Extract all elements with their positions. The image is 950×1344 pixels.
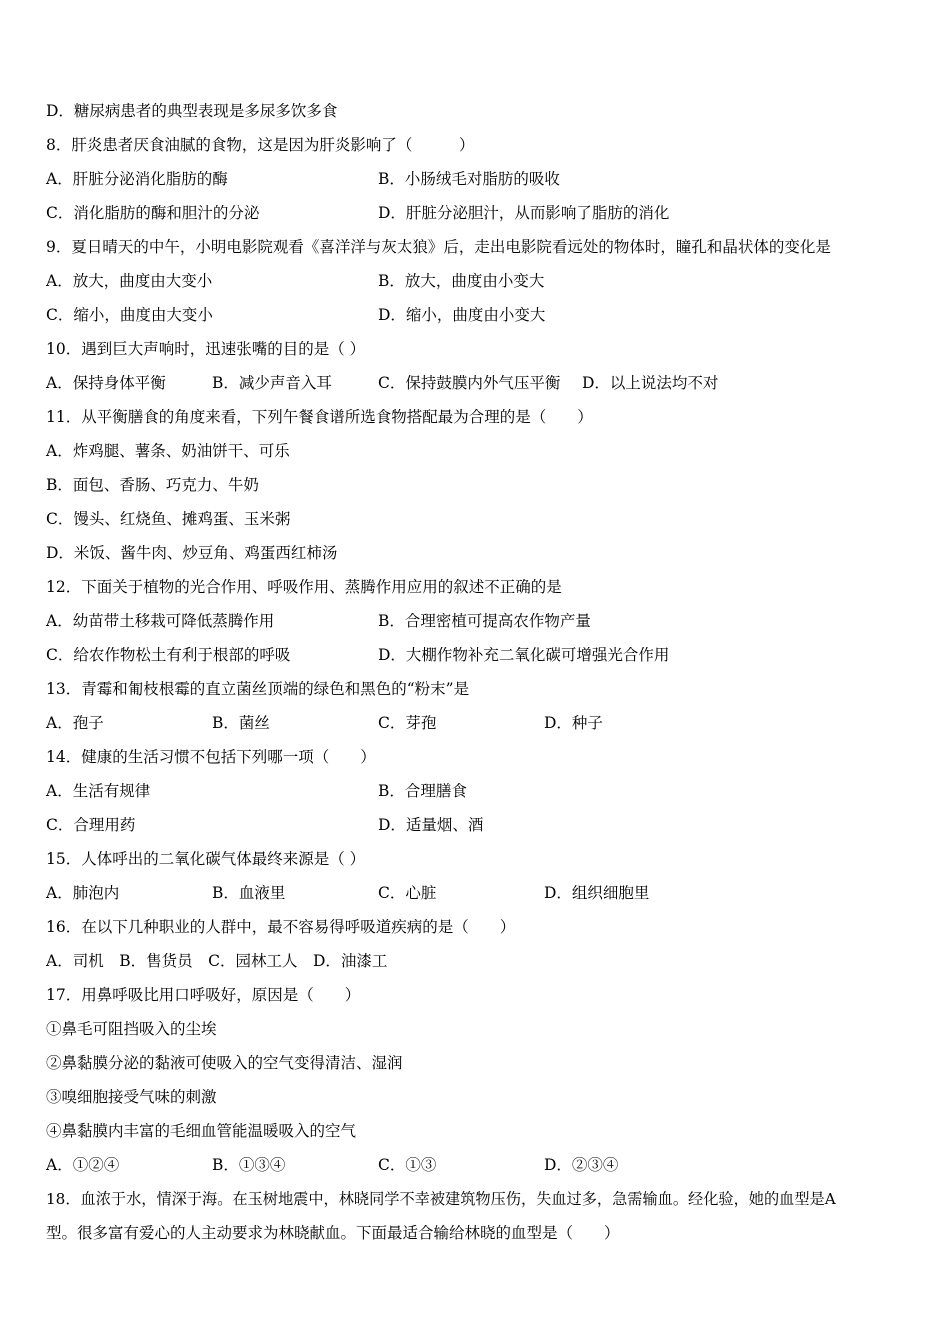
q8-option-c: C．消化脂肪的酶和胆汁的分泌: [46, 204, 260, 222]
q13-option-c: C．芽孢: [378, 714, 437, 732]
q15-option-d: D．组织细胞里: [544, 884, 650, 902]
question-18-line-1: 18．血浓于水，情深于海。在玉树地震中，林晓同学不幸被建筑物压伤，失血过多，急需输血。经化验，她的血型是A: [46, 1190, 836, 1208]
q11-option-c: C．馒头、红烧鱼、摊鸡蛋、玉米粥: [46, 510, 291, 528]
q13-option-b: B．菌丝: [212, 714, 270, 732]
q15-option-a: A．肺泡内: [46, 884, 120, 902]
question-18-line-2: 型。很多富有爱心的人主动要求为林晓献血。下面最适合输给林晓的血型是（ ）: [46, 1224, 620, 1242]
question-17: 17．用鼻呼吸比用口呼吸好，原因是（ ）: [46, 986, 361, 1004]
q12-option-b: B．合理密植可提高农作物产量: [378, 612, 591, 630]
question-8: 8．肝炎患者厌食油腻的食物，这是因为肝炎影响了（ ）: [46, 136, 475, 154]
question-16: 16．在以下几种职业的人群中，最不容易得呼吸道疾病的是（ ）: [46, 918, 516, 936]
question-11: 11．从平衡膳食的角度来看，下列午餐食谱所选食物搭配最为合理的是（ ）: [46, 408, 593, 426]
q12-option-a: A．幼苗带土移栽可降低蒸腾作用: [46, 612, 275, 630]
q16-options: A．司机 B．售货员 C．园林工人 D．油漆工: [46, 952, 388, 970]
q11-option-b: B．面包、香肠、巧克力、牛奶: [46, 476, 259, 494]
q15-option-c: C．心脏: [378, 884, 437, 902]
q17-option-a: A．①②④: [46, 1156, 120, 1174]
question-14: 14．健康的生活习惯不包括下列哪一项（ ）: [46, 748, 376, 766]
question-12: 12．下面关于植物的光合作用、呼吸作用、蒸腾作用应用的叙述不正确的是: [46, 578, 562, 596]
q15-option-b: B．血液里: [212, 884, 286, 902]
q10-option-c: C．保持鼓膜内外气压平衡: [378, 374, 561, 392]
q14-option-a: A．生活有规律: [46, 782, 151, 800]
q17-statement-1: ①鼻毛可阻挡吸入的尘埃: [46, 1020, 217, 1038]
q9-option-b: B．放大，曲度由小变大: [378, 272, 545, 290]
q7-option-d: D．糖尿病患者的典型表现是多尿多饮多食: [46, 102, 338, 120]
q9-option-a: A．放大，曲度由大变小: [46, 272, 213, 290]
q11-option-d: D．米饭、酱牛肉、炒豆角、鸡蛋西红柿汤: [46, 544, 338, 562]
q17-statement-2: ②鼻黏膜分泌的黏液可使吸入的空气变得清洁、湿润: [46, 1054, 403, 1072]
q17-option-d: D．②③④: [544, 1156, 619, 1174]
q13-option-a: A．孢子: [46, 714, 104, 732]
q13-option-d: D．种子: [544, 714, 603, 732]
q9-option-c: C．缩小，曲度由大变小: [46, 306, 213, 324]
q11-option-a: A．炸鸡腿、薯条、奶油饼干、可乐: [46, 442, 290, 460]
question-15: 15．人体呼出的二氧化碳气体最终来源是（ ）: [46, 850, 366, 868]
q8-option-d: D．肝脏分泌胆汁，从而影响了脂肪的消化: [378, 204, 670, 222]
q17-statement-4: ④鼻黏膜内丰富的毛细血管能温暖吸入的空气: [46, 1122, 357, 1140]
question-10: 10．遇到巨大声响时，迅速张嘴的目的是（ ）: [46, 340, 366, 358]
q12-option-c: C．给农作物松土有利于根部的呼吸: [46, 646, 291, 664]
q14-option-b: B．合理膳食: [378, 782, 467, 800]
q10-option-a: A．保持身体平衡: [46, 374, 166, 392]
q8-option-a: A．肝脏分泌消化脂肪的酶: [46, 170, 228, 188]
q17-option-c: C．①③: [378, 1156, 437, 1174]
question-13: 13．青霉和匍枝根霉的直立菌丝顶端的绿色和黑色的“粉末”是: [46, 680, 470, 698]
q14-option-c: C．合理用药: [46, 816, 136, 834]
q17-statement-3: ③嗅细胞接受气味的刺激: [46, 1088, 217, 1106]
q8-option-b: B．小肠绒毛对脂肪的吸收: [378, 170, 560, 188]
question-9: 9．夏日晴天的中午，小明电影院观看《喜洋洋与灰太狼》后，走出电影院看远处的物体时，瞳孔和晶状体的变化是: [46, 238, 831, 256]
q9-option-d: D．缩小，曲度由小变大: [378, 306, 546, 324]
q10-option-d: D．以上说法均不对: [582, 374, 719, 392]
q17-option-b: B．①③④: [212, 1156, 286, 1174]
q12-option-d: D．大棚作物补充二氧化碳可增强光合作用: [378, 646, 670, 664]
q10-option-b: B．减少声音入耳: [212, 374, 332, 392]
q14-option-d: D．适量烟、酒: [378, 816, 484, 834]
